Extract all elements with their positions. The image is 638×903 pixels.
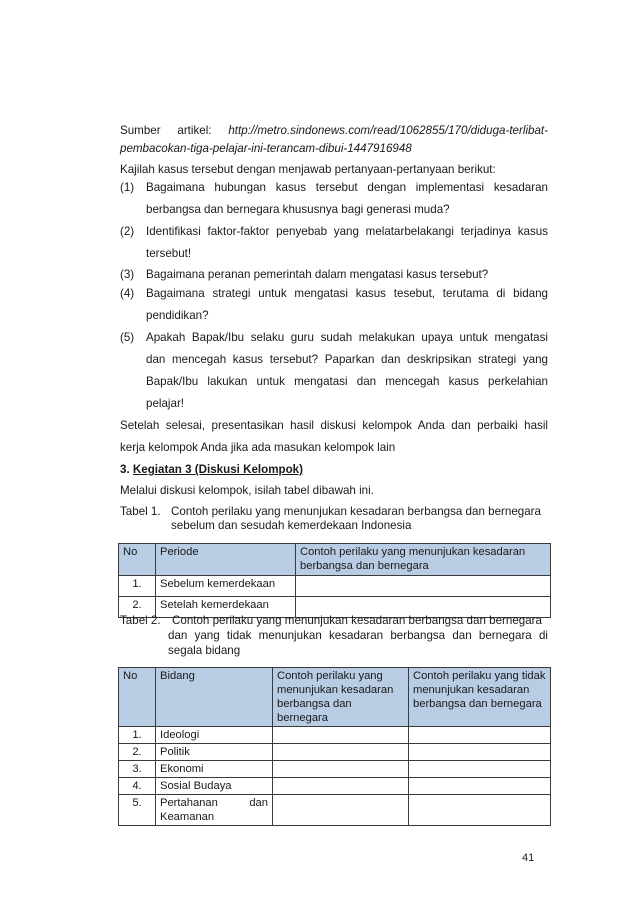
intro-text: Kajilah kasus tersebut dengan menjawab pertanyaan-pertanyaan berikut: [120, 163, 496, 176]
table2-row1-bidang: Ideologi [156, 727, 273, 744]
table2-row5-bidang-line2: Keamanan [160, 811, 215, 823]
table2-row2-no: 2. [119, 744, 156, 761]
table1-label: Tabel 1. [120, 505, 161, 518]
table-row [119, 795, 551, 826]
table1-row1-contoh[interactable] [296, 576, 551, 597]
table2-row5-contoh-tidak[interactable] [409, 795, 551, 826]
table2-row2-contoh-ya[interactable] [273, 744, 409, 761]
table1-header-contoh: Contoh perilaku yang menunjukan kesadaran berbangsa dan bernegara [296, 544, 551, 576]
table2-row5-contoh-ya[interactable] [273, 795, 409, 826]
table1-header-no: No [119, 544, 156, 576]
table1-caption-line1: Contoh perilaku yang menunjukan kesadaran berbangsa dan bernegara [171, 505, 541, 518]
table2-row1-contoh-tidak[interactable] [409, 727, 551, 744]
source-url-part2: pembacokan-tiga-pelajar-ini-terancam-dibui-1447916948 [120, 142, 412, 155]
table2-header-no: No [119, 668, 156, 727]
table-row [119, 761, 551, 778]
source-label: Sumber artikel: [120, 124, 212, 137]
table1-row1-periode: Sebelum kemerdekaan [156, 576, 296, 597]
table2-row4-bidang: Sosial Budaya [156, 778, 273, 795]
source-line [120, 124, 548, 137]
q1-number: (1) [120, 181, 135, 194]
table2 [118, 667, 551, 826]
q5-number: (5) [120, 331, 135, 344]
table2-row3-contoh-tidak[interactable] [409, 761, 551, 778]
page-number: 41 [522, 852, 535, 864]
q5-line1: Apakah Bapak/Ibu selaku guru sudah melakukan upaya untuk mengatasi [146, 331, 548, 344]
table2-caption-line2: dan yang tidak menunjukan kesadaran berbangsa dan bernegara di [168, 629, 548, 642]
table-row [119, 744, 551, 761]
q1-line2: berbangsa dan bernegara khususnya bagi generasi muda? [146, 203, 450, 216]
table2-header-row [119, 668, 551, 727]
table2-header-contoh-ya: Contoh perilaku yang menunjukan kesadaran berbangsa dan bernegara [273, 668, 409, 727]
q5-line2: dan mencegah kasus tersebut? Paparkan dan deskripsikan strategi yang [146, 353, 548, 366]
table2-label: Tabel 2. [120, 614, 161, 627]
table2-row2-contoh-tidak[interactable] [409, 744, 551, 761]
q3-line1: Bagaimana peranan pemerintah dalam mengatasi kasus tersebut? [146, 268, 489, 281]
table2-row1-no: 1. [119, 727, 156, 744]
table1-row2-periode: Setelah kemerdekaan [156, 597, 296, 618]
table2-caption-line3: segala bidang [168, 644, 241, 657]
q4-line1: Bagaimana strategi untuk mengatasi kasus tesebut, terutama di bidang [146, 287, 548, 300]
table2-header-contoh-tidak: Contoh perilaku yang tidak menunjukan kesadaran berbangsa dan bernegara [409, 668, 551, 727]
q5-line4: pelajar! [146, 397, 185, 410]
table2-caption-line1: Contoh perilaku yang menunjukan kesadaran berbangsa dan bernegara [172, 614, 542, 627]
q2-number: (2) [120, 225, 135, 238]
table2-header-bidang: Bidang [156, 668, 273, 727]
table2-row4-contoh-ya[interactable] [273, 778, 409, 795]
q3-number: (3) [120, 268, 135, 281]
table-row [119, 727, 551, 744]
table-row [119, 576, 551, 597]
table2-row1-contoh-ya[interactable] [273, 727, 409, 744]
table2-row5-bidang-line1: Pertahanan dan [160, 797, 268, 809]
table1-caption-line2: sebelum dan sesudah kemerdekaan Indonesia [171, 519, 412, 532]
q5-line3: Bapak/Ibu lakukan untuk mengatasi dan mencegah kasus perkelahian [146, 375, 548, 388]
closing-line1: Setelah selesai, presentasikan hasil diskusi kelompok Anda dan perbaiki hasil [120, 419, 548, 432]
table1-row2-no: 2. [119, 597, 156, 618]
activity-title: Kegiatan 3 (Diskusi Kelompok) [132, 463, 303, 476]
activity-instruction: Melalui diskusi kelompok, isilah tabel dibawah ini. [120, 484, 374, 497]
table1 [118, 543, 551, 618]
table1-header-row [119, 544, 551, 576]
table1-row1-no: 1. [119, 576, 156, 597]
table2-row5-no: 5. [119, 795, 156, 826]
q4-line2: pendidikan? [146, 309, 209, 322]
table2-row3-contoh-ya[interactable] [273, 761, 409, 778]
q4-number: (4) [120, 287, 135, 300]
activity-heading [120, 463, 303, 476]
q2-line1: Identifikasi faktor-faktor penyebab yang melatarbelakangi terjadinya kasus [146, 225, 548, 238]
q2-line2: tersebut! [146, 247, 192, 260]
source-url-part1: http://metro.sindonews.com/read/1062855/170/diduga-terlibat- [228, 124, 548, 137]
table1-header-periode: Periode [156, 544, 296, 576]
activity-number: 3. [120, 463, 130, 476]
q1-line1: Bagaimana hubungan kasus tersebut dengan implementasi kesadaran [146, 181, 548, 194]
table2-row3-no: 3. [119, 761, 156, 778]
table2-row4-no: 4. [119, 778, 156, 795]
table2-row2-bidang: Politik [156, 744, 273, 761]
table2-row3-bidang: Ekonomi [156, 761, 273, 778]
table2-row5-bidang [156, 795, 273, 826]
table-row [119, 778, 551, 795]
closing-line2: kerja kelompok Anda jika ada masukan kelompok lain [120, 441, 396, 454]
table2-row4-contoh-tidak[interactable] [409, 778, 551, 795]
